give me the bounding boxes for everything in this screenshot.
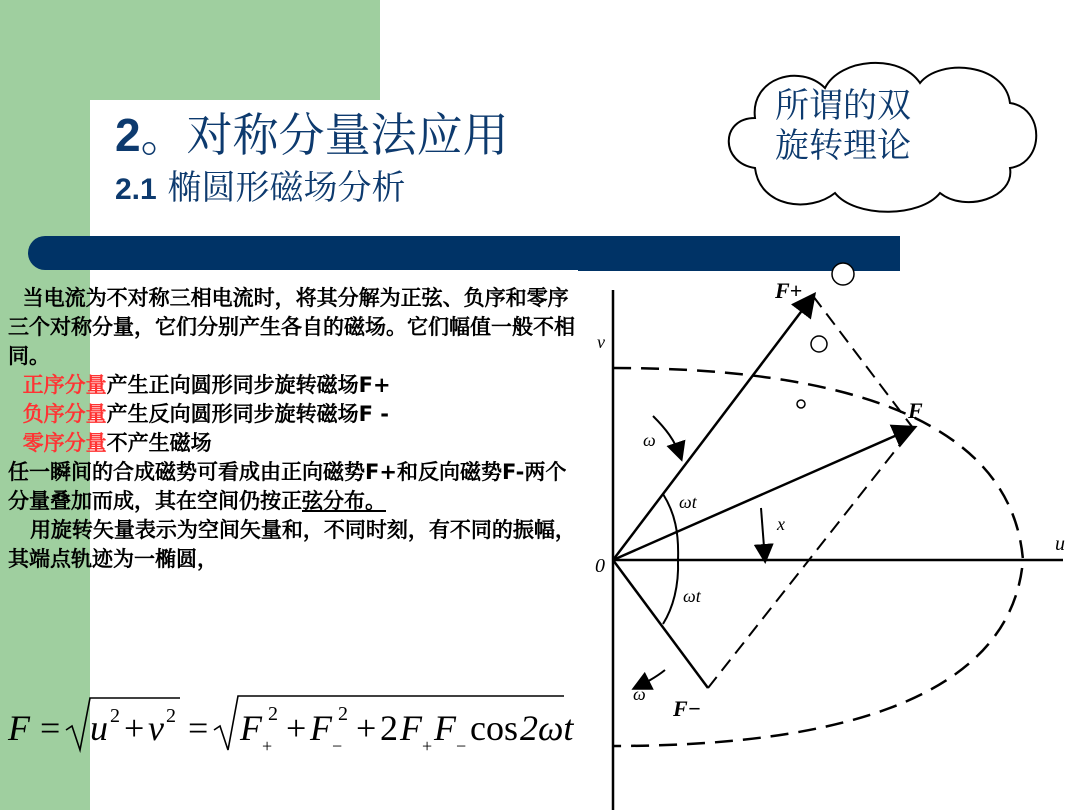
- svg-text:F: F: [240, 708, 262, 748]
- double-rotation-diagram: [583, 268, 1080, 810]
- ellipse-locus: [613, 368, 1023, 746]
- label-origin: 0: [595, 555, 605, 577]
- callout-text: 所谓的双 旋转理论: [775, 86, 911, 166]
- svg-text:F: F: [400, 708, 422, 748]
- paragraph-ellipse: 用旋转矢量表示为空间矢量和，不同时刻，有不同的振幅，其端点轨迹为一椭圆，: [8, 518, 576, 571]
- paragraph-superposition: 任一瞬间的合成磁势可看成由正向磁势F+和反向磁势F-两个分量叠加而成，其在空间仍按正弦分布。: [8, 460, 567, 513]
- svg-text:cos: cos: [470, 708, 518, 748]
- bubble-circle-small: [797, 400, 805, 408]
- svg-text:v: v: [148, 708, 164, 748]
- svg-text:u: u: [90, 708, 108, 748]
- paragraph-intro: 当电流为不对称三相电流时，将其分解为正弦、负序和零序三个对称分量，它们分别产生各自的磁场。它们幅值一般不相同。: [8, 286, 575, 368]
- label-f-minus: F−: [673, 696, 702, 721]
- label-omega-t-bottom: ωt: [683, 586, 701, 606]
- title-banner-bar: [28, 236, 900, 270]
- label-omega-top: ω: [643, 430, 656, 450]
- bubble-circle-large: [832, 263, 854, 285]
- svg-text:+: +: [356, 708, 377, 748]
- angle-arc-bottom: [663, 560, 678, 624]
- f-minus-vector: [613, 560, 708, 688]
- zero-sequence-line: 零序分量不产生磁场: [22, 431, 212, 455]
- label-x: x: [777, 514, 785, 534]
- svg-text:−: −: [332, 736, 343, 756]
- label-u-axis: u: [1055, 533, 1065, 555]
- angle-x-arrow: [761, 508, 765, 560]
- svg-text:F: F: [434, 708, 456, 748]
- body-text: [8, 284, 578, 574]
- svg-text:2: 2: [110, 705, 120, 727]
- svg-text:−: −: [456, 736, 467, 756]
- svg-text:2: 2: [338, 703, 348, 725]
- svg-text:=: =: [40, 708, 61, 748]
- label-v-axis: v: [597, 332, 605, 352]
- svg-text:2: 2: [268, 703, 278, 725]
- parallelogram-side-a: [813, 296, 913, 428]
- slide-subtitle: 2.1 椭圆形磁场分析: [115, 168, 406, 208]
- label-f: F: [908, 398, 923, 423]
- svg-text:+: +: [262, 736, 273, 756]
- label-f-plus: F+: [775, 278, 803, 303]
- angle-arc-top: [663, 494, 678, 560]
- svg-text:F: F: [8, 708, 30, 748]
- green-header-block: [90, 0, 380, 100]
- negative-sequence-line: 负序分量产生反向圆形同步旋转磁场F -: [22, 402, 389, 426]
- slide-title: 2。对称分量法应用: [115, 108, 509, 162]
- parallelogram-side-b: [708, 428, 913, 688]
- svg-text:+: +: [422, 736, 433, 756]
- svg-text:+: +: [286, 708, 307, 748]
- svg-text:2ωt: 2ωt: [520, 708, 574, 748]
- positive-sequence-line: 正序分量产生正向圆形同步旋转磁场F+: [22, 373, 391, 397]
- svg-text:F: F: [310, 708, 332, 748]
- svg-text:=: =: [188, 708, 209, 748]
- omega-arrow-top: [653, 416, 681, 458]
- magnitude-formula: [6, 690, 574, 760]
- svg-text:+: +: [124, 708, 145, 748]
- label-omega-bottom: ω: [633, 684, 646, 704]
- svg-text:2: 2: [380, 708, 398, 748]
- label-omega-t-top: ωt: [679, 492, 697, 512]
- svg-text:2: 2: [166, 705, 176, 727]
- bubble-circle-medium: [811, 336, 827, 352]
